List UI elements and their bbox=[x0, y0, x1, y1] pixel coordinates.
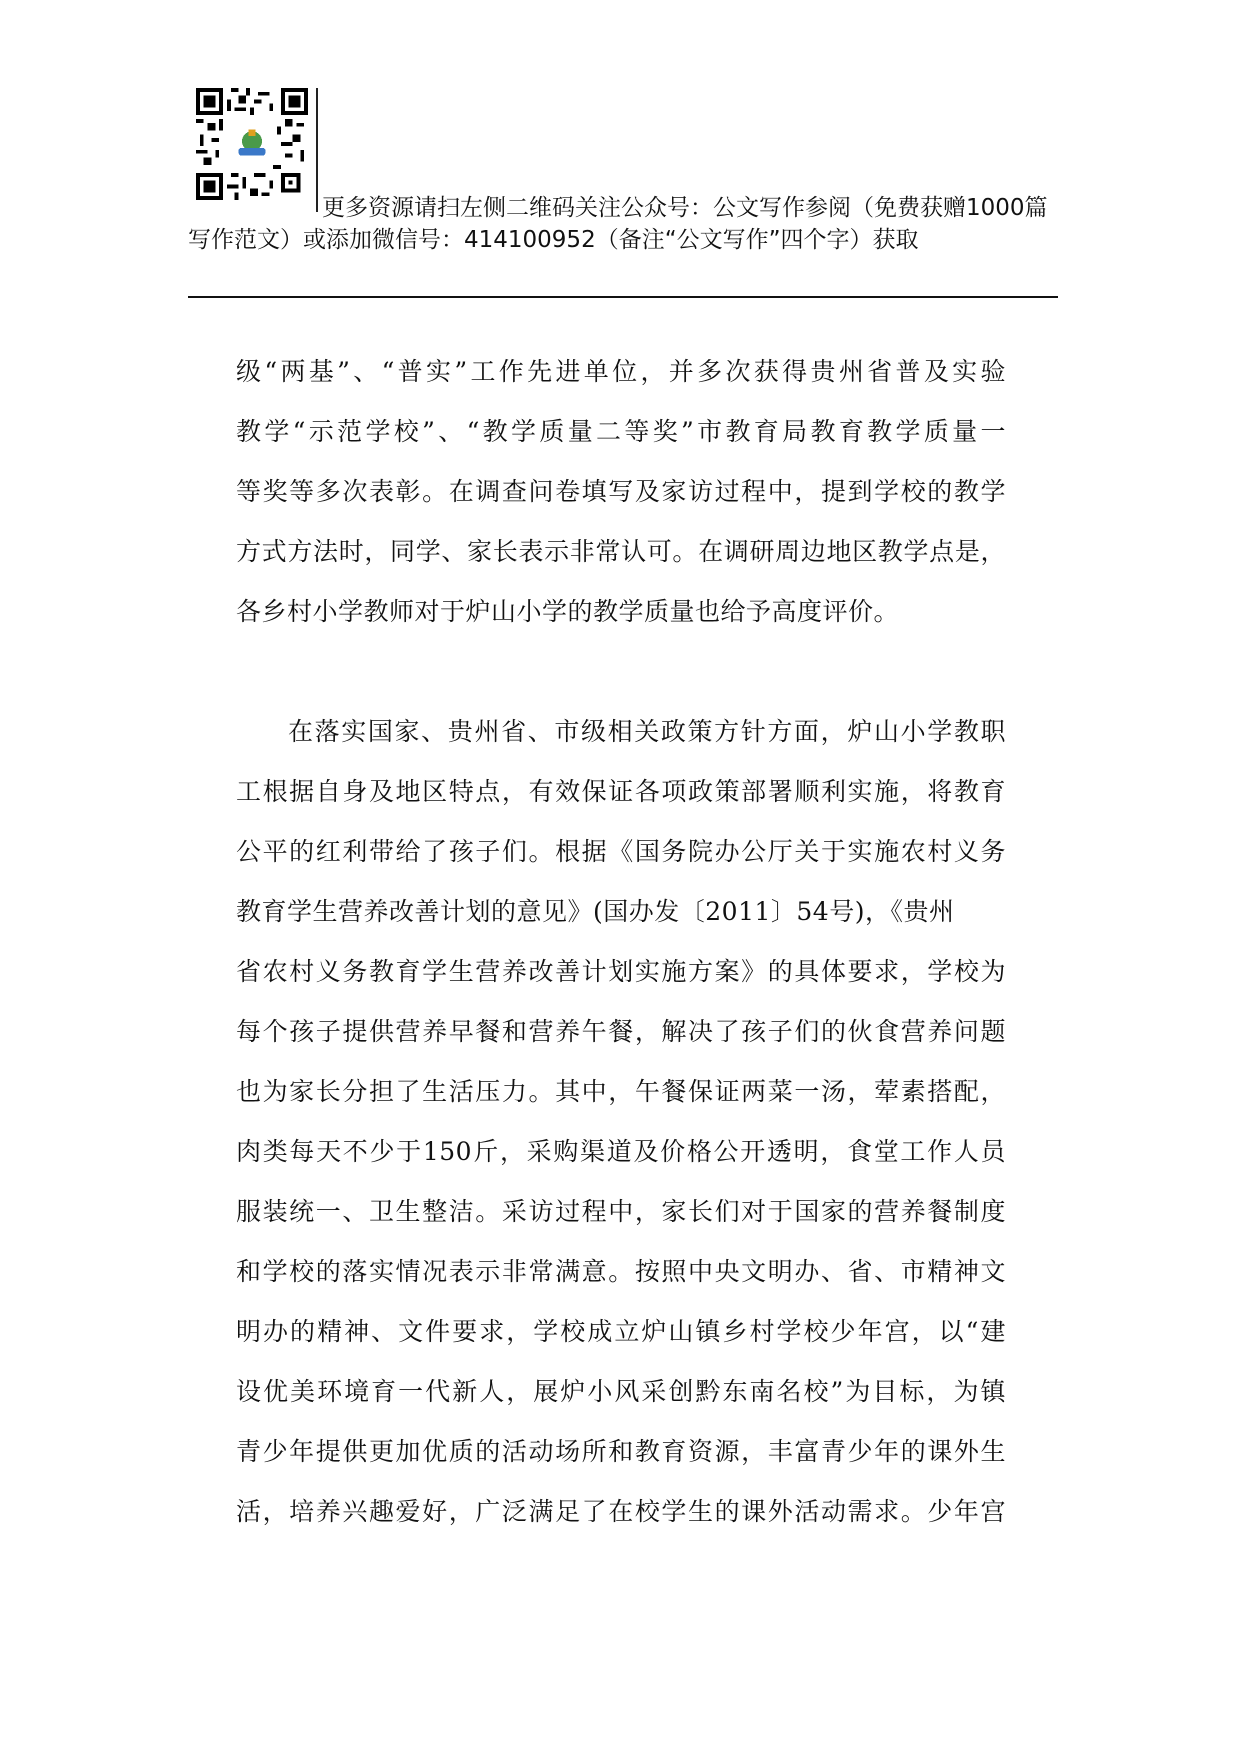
text-line: 设优美环境育一代新人，展炉小风采创黔东南名校”为目标，为镇 bbox=[236, 1377, 1006, 1406]
text-line: 工根据自身及地区特点，有效保证各项政策部署顺利实施，将教育 bbox=[236, 777, 1006, 806]
text-line: 肉类每天不少于150斤，采购渠道及价格公开透明，食堂工作人员 bbox=[236, 1137, 1006, 1166]
text-line: 和学校的落实情况表示非常满意。按照中央文明办、省、市精神文 bbox=[236, 1257, 1006, 1286]
text-line: 也为家长分担了生活压力。其中，午餐保证两菜一汤，荤素搭配， bbox=[236, 1077, 1006, 1106]
text-line: 级“两基”、“普实”工作先进单位，并多次获得贵州省普及实验 bbox=[236, 357, 1006, 386]
paragraph bbox=[236, 342, 1006, 642]
paragraph-gap bbox=[236, 642, 1006, 702]
text-line: 活，培养兴趣爱好，广泛满足了在校学生的课外活动需求。少年宫 bbox=[236, 1497, 1006, 1526]
text-line: 青少年提供更加优质的活动场所和教育资源，丰富青少年的课外生 bbox=[236, 1437, 1006, 1466]
text-line: 每个孩子提供营养早餐和营养午餐，解决了孩子们的伙食营养问题 bbox=[236, 1017, 1006, 1046]
text-line: 教学“示范学校”、“教学质量二等奖”市教育局教育教学质量一 bbox=[236, 417, 1006, 446]
text-line: 在落实国家、贵州省、市级相关政策方针方面，炉山小学教职 bbox=[288, 717, 1006, 746]
text-line: 各乡村小学教师对于炉山小学的教学质量也给予高度评价。 bbox=[236, 597, 900, 626]
text-line: 方式方法时，同学、家长表示非常认可。在调研周边地区教学点是， bbox=[236, 537, 1006, 566]
text-line: 省农村义务教育学生营养改善计划实施方案》的具体要求，学校为 bbox=[236, 957, 1006, 986]
qr-code-icon[interactable] bbox=[196, 88, 308, 200]
text-line: 等奖等多次表彰。在调查问卷填写及家访过程中，提到学校的教学 bbox=[236, 477, 1006, 506]
text-line: 服装统一、卫生整洁。采访过程中，家长们对于国家的营养餐制度 bbox=[236, 1197, 1006, 1226]
text-line: 教育学生营养改善计划的意见》(国办发〔2011〕54号)，《贵州 bbox=[236, 897, 955, 926]
document-body bbox=[236, 342, 1006, 1542]
paragraph bbox=[236, 702, 1006, 1542]
text-line: 明办的精神、文件要求，学校成立炉山镇乡村学校少年宫，以“建 bbox=[236, 1317, 1006, 1346]
header-rule bbox=[188, 296, 1058, 298]
header-notice: 更多资源请扫左侧二维码关注公众号：公文写作参阅（免费获赠1000篇写作范文）或添加微信号：414100952（备注“公文写作”四个字）获取 bbox=[188, 195, 1048, 253]
text-line: 公平的红利带给了孩子们。根据《国务院办公厅关于实施农村义务 bbox=[236, 837, 1006, 866]
